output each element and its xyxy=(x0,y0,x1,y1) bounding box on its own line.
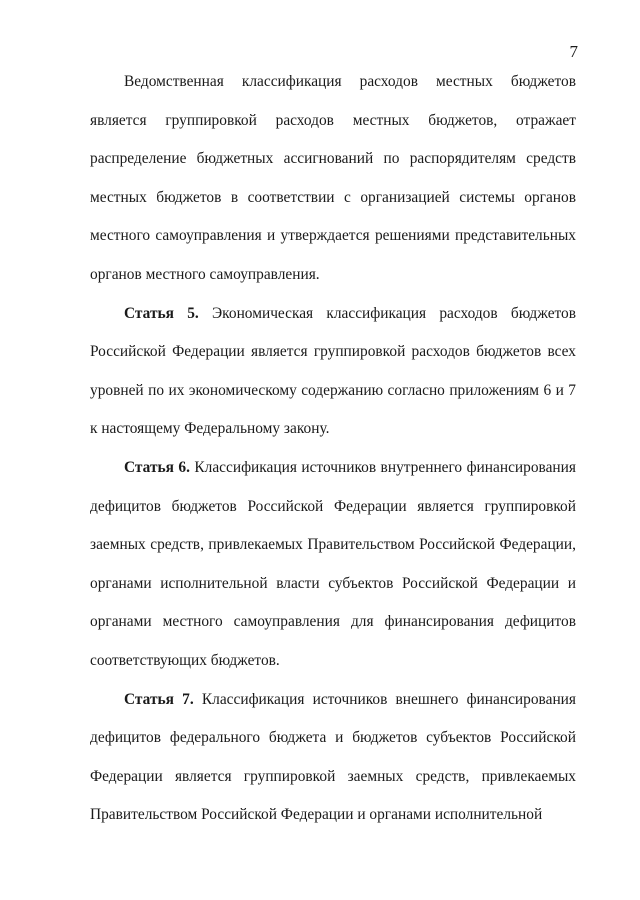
paragraph-article-5 xyxy=(90,295,576,449)
paragraph-text: Классификация источников внешнего финансирования дефицитов федерального бюджета и бюджетов субъектов Российской Федерации является группировкой заемных средств, привлекаемых Правительством Российской Федерации и органами исполнительной xyxy=(90,690,576,824)
article-heading: Статья 6. xyxy=(124,458,190,476)
paragraph-departmental-classification xyxy=(90,63,576,295)
page-number: 7 xyxy=(569,42,578,61)
article-heading: Статья 5. xyxy=(124,304,199,322)
article-heading: Статья 7. xyxy=(124,690,194,708)
document-body xyxy=(90,63,576,835)
paragraph-text: Экономическая классификация расходов бюджетов Российской Федерации является группировкой расходов бюджетов всех уровней по их экономическому содержанию согласно приложениям 6 и 7 к настоящему Федеральному закону. xyxy=(90,304,577,438)
paragraph-article-7 xyxy=(90,681,576,835)
paragraph-text: Классификация источников внутреннего финансирования дефицитов бюджетов Российской Федерации является группировкой заемных средств, привлекаемых Правительством Российской Федерации, органами исполнительной власти субъектов Российской Федерации и органами местного самоуправления для финансирования дефицитов соответствующих бюджетов. xyxy=(90,458,576,669)
paragraph-article-6 xyxy=(90,449,576,681)
paragraph-text: Ведомственная классификация расходов местных бюджетов является группировкой расходов местных бюджетов, отражает распределение бюджетных ассигнований по распорядителям средств местных бюджетов в соответствии с организацией системы органов местного самоуправления и утверждается решениями представительных органов местного самоуправления. xyxy=(90,73,576,283)
